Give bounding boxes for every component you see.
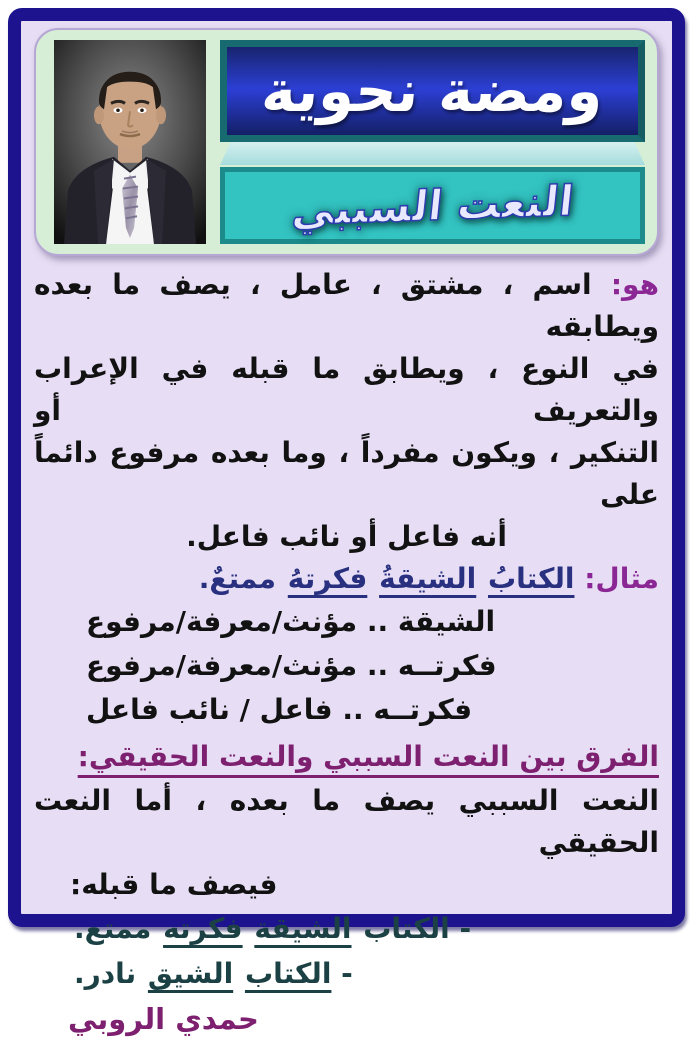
contrast-example-2-word-3: نادر. bbox=[74, 957, 137, 990]
example-word-4: ممتعٌ. bbox=[198, 562, 277, 595]
definition-line-3: التنكير ، ويكون مفرداً ، وما بعده مرفوع دائماً على bbox=[34, 436, 659, 511]
lesson-title: النعت السببي bbox=[289, 175, 576, 235]
example-word-1: الكتابُ bbox=[487, 562, 575, 595]
contrast-example-2-dash: - bbox=[341, 957, 353, 990]
example-word-3: فكرتهُ bbox=[287, 562, 368, 595]
lesson-body bbox=[34, 264, 659, 1041]
contrast-example-1-word-2: الشيقة bbox=[254, 912, 352, 945]
contrast-example-2-word-1: الكتاب bbox=[244, 957, 332, 990]
flash-title: ومضة نحوية bbox=[258, 57, 607, 125]
contrast-example-2 bbox=[34, 951, 659, 996]
portrait-photo-graphic bbox=[54, 40, 206, 244]
author-signature: حمدي الروبي bbox=[68, 1002, 259, 1036]
header-banners bbox=[220, 40, 645, 244]
portrait-photo bbox=[54, 40, 206, 244]
analysis-line-3: فكرتــه .. فاعل / نائب فاعل bbox=[86, 693, 473, 726]
definition-line-4: أنه فاعل أو نائب فاعل. bbox=[186, 520, 507, 553]
analysis-line-1: الشيقة .. مؤنث/معرفة/مرفوع bbox=[86, 605, 496, 638]
contrast-example-2-word-2: الشيق bbox=[147, 957, 234, 990]
definition-label: هو: bbox=[610, 268, 659, 301]
banner-3d-bevel bbox=[220, 142, 645, 165]
contrast-example-1 bbox=[34, 906, 659, 951]
slide-frame bbox=[8, 8, 685, 1036]
difference-line-1: النعت السببي يصف ما بعده ، أما النعت الحقيقي bbox=[34, 784, 659, 859]
definition-text-1: اسم ، مشتق ، عامل ، يصف ما بعده ويطابقه bbox=[34, 268, 659, 343]
lesson-title-banner bbox=[220, 167, 645, 244]
contrast-example-1-dash: - bbox=[459, 912, 472, 945]
header-card bbox=[34, 28, 659, 256]
contrast-example-1-word-3: فكرته bbox=[163, 912, 243, 945]
flash-title-banner bbox=[220, 40, 645, 142]
analysis-line-2: فكرتــه .. مؤنث/معرفة/مرفوع bbox=[86, 649, 497, 682]
difference-heading: الفرق بين النعت السببي والنعت الحقيقي: bbox=[77, 740, 659, 773]
definition-line-1 bbox=[34, 264, 659, 348]
example-word-2: الشيقةُ bbox=[379, 562, 477, 595]
example-sentence bbox=[34, 558, 659, 600]
example-label: مثال: bbox=[584, 562, 659, 595]
contrast-example-1-word-4: ممتع. bbox=[74, 912, 152, 945]
difference-line-2: فيصف ما قبله: bbox=[70, 868, 278, 901]
definition-line-2: في النوع ، ويطابق ما قبله في الإعراب والتعريف أو bbox=[34, 352, 659, 427]
contrast-example-1-word-1: الكتاب bbox=[363, 912, 450, 945]
